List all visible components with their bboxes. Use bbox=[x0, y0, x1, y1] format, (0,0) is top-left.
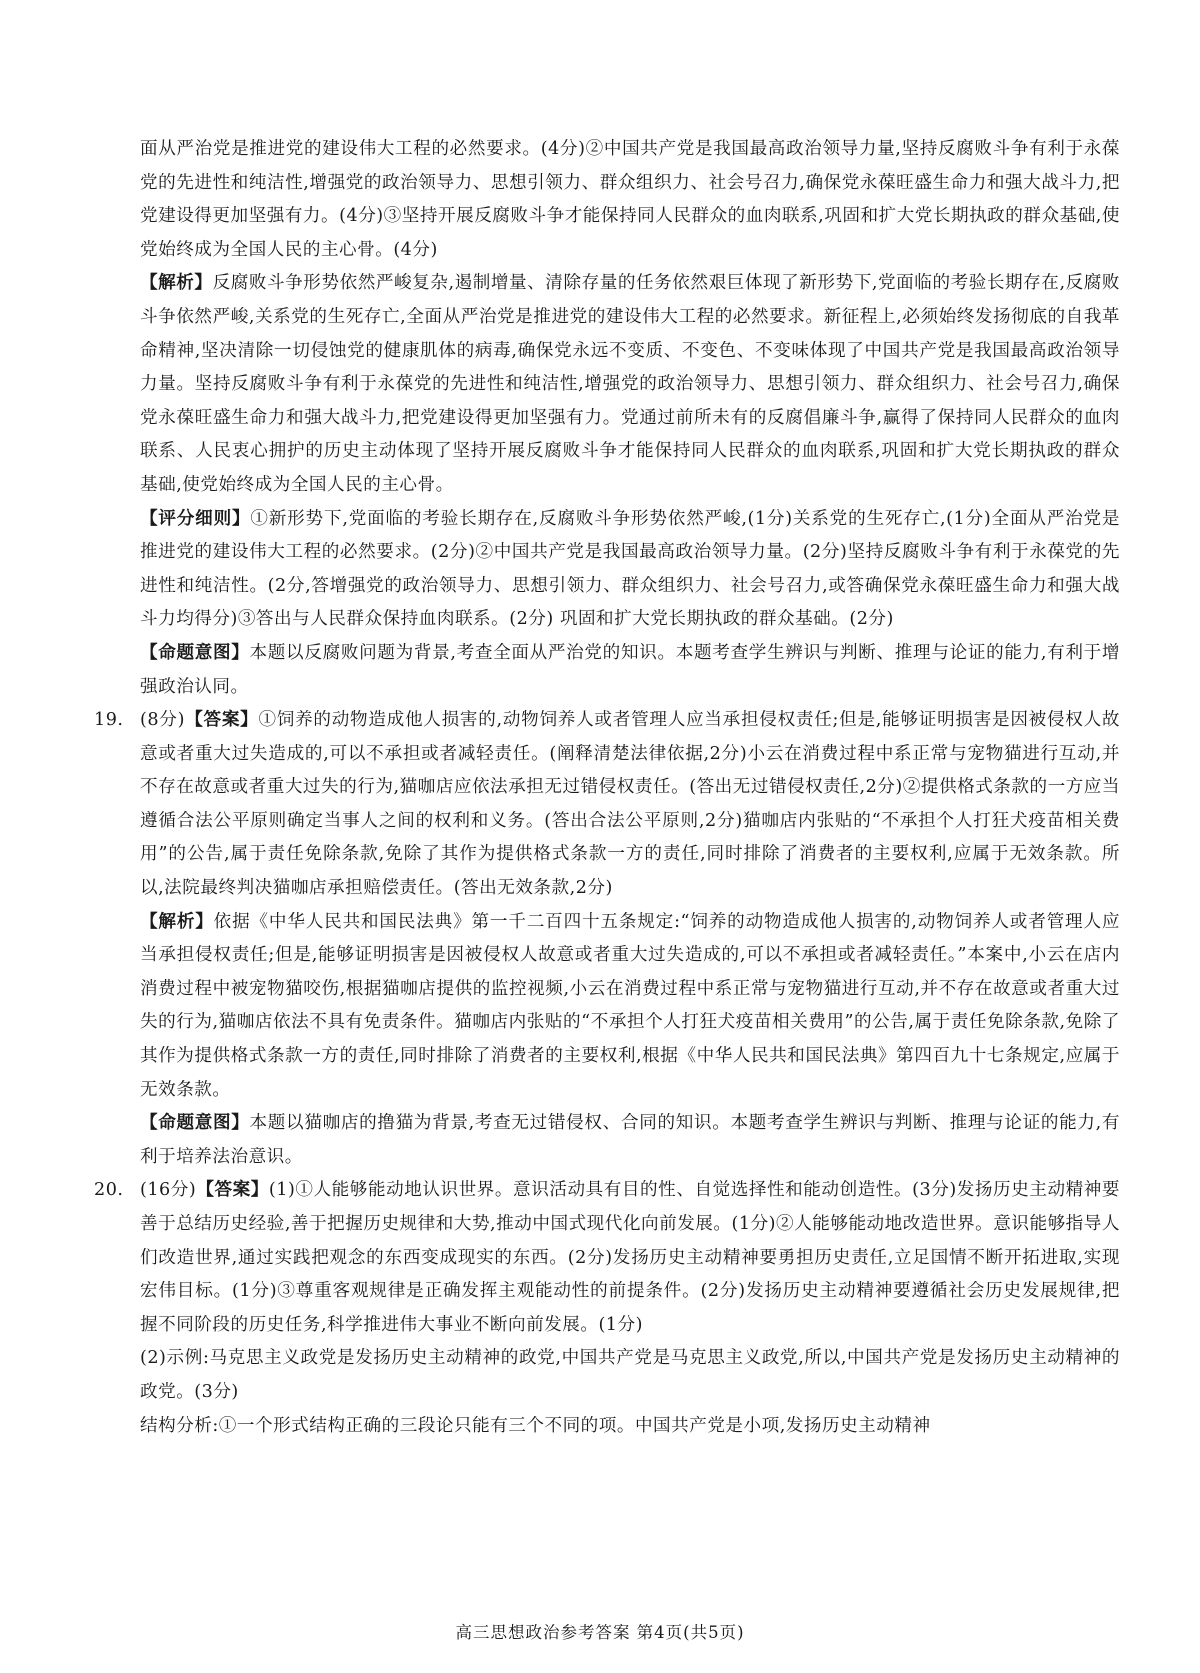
page-footer: 高三思想政治参考答案 第4页(共5页) bbox=[455, 1623, 745, 1642]
question-20-body bbox=[140, 1174, 1120, 1443]
q19-analysis bbox=[140, 906, 1120, 1108]
intent-tag: 【命题意图】 bbox=[140, 1113, 250, 1134]
q20-points: (16分) bbox=[140, 1180, 197, 1201]
question-19-body bbox=[140, 704, 1120, 1174]
q18-analysis bbox=[140, 267, 1120, 502]
q20-part2-text: (2)示例:马克思主义政党是发扬历史主动精神的政党,中国共产党是马克思主义政党,所以,中国共产党是发扬历史主动精神的政党。(3分) bbox=[140, 1348, 1120, 1402]
analysis-tag: 【解析】 bbox=[140, 911, 214, 932]
q18-rubric-text: ①新形势下,党面临的考验长期存在,反腐败斗争形势依然严峻,(1分)关系党的生死存亡,(1分)全面从严治党是推进党的建设伟大工程的必然要求。(2分)②中国共产党是我国最高政治领导力量。(2分)坚持反腐败斗争有利于永葆党的先进性和纯洁性。(2分,答增强党的政治领导力、思想引领力、群众组织力、社会号召力,或答确保党永葆旺盛生命力和强大战斗力均得分)③答出与人民群众保持血肉联系。(2分) 巩固和扩大党长期执政的群众基础。(2分) bbox=[140, 508, 1120, 630]
question-19 bbox=[94, 704, 1120, 1174]
q20-structure-text: 结构分析:①一个形式结构正确的三段论只能有三个不同的项。中国共产党是小项,发扬历史主动精神 bbox=[140, 1415, 931, 1436]
q19-intent bbox=[140, 1107, 1120, 1174]
question-number: 19. bbox=[94, 710, 124, 731]
rubric-tag: 【评分细则】 bbox=[140, 508, 251, 529]
question-number: 20. bbox=[94, 1180, 124, 1201]
question-20 bbox=[94, 1174, 1120, 1443]
analysis-tag: 【解析】 bbox=[140, 273, 213, 294]
q19-answer-text: ①饲养的动物造成他人损害的,动物饲养人或者管理人应当承担侵权责任;但是,能够证明损害是因被侵权人故意或者重大过失造成的,可以不承担或者减轻责任。(阐释清楚法律依据,2分)小云在消费过程中系正常与宠物猫进行互动,并不存在故意或者重大过失的行为,猫咖店应依法承担无过错侵权责任。(答出无过错侵权责任,2分)②提供格式条款的一方应当遵循合法公平原则确定当事人之间的权利和义务。(答出合法公平原则,2分)猫咖店内张贴的“不承担个人打狂犬疫苗相关费用”的公告,属于责任免除条款,免除了其作为提供格式条款一方的责任,同时排除了消费者的主要权利,应属于无效条款。所以,法院最终判决猫咖店承担赔偿责任。(答出无效条款,2分) bbox=[140, 710, 1120, 899]
q18-rubric bbox=[140, 503, 1120, 637]
q19-intent-text: 本题以猫咖店的撸猫为背景,考查无过错侵权、合同的知识。本题考查学生辨识与判断、推理与论证的能力,有利于培养法治意识。 bbox=[140, 1113, 1120, 1167]
q18-answer-text: 面从严治党是推进党的建设伟大工程的必然要求。(4分)②中国共产党是我国最高政治领导力量,坚持反腐败斗争有利于永葆党的先进性和纯洁性,增强党的政治领导力、思想引领力、群众组织力、社会号召力,确保党永葆旺盛生命力和强大战斗力,把党建设得更加坚强有力。(4分)③坚持开展反腐败斗争才能保持同人民群众的血肉联系,巩固和扩大党长期执政的群众基础,使党始终成为全国人民的主心骨。(4分) bbox=[140, 139, 1120, 260]
q18-analysis-text: 反腐败斗争形势依然严峻复杂,遏制增量、清除存量的任务依然艰巨体现了新形势下,党面临的考验长期存在,反腐败斗争依然严峻,关系党的生死存亡,全面从严治党是推进党的建设伟大工程的必然要求。新征程上,必须始终发扬彻底的自我革命精神,坚决清除一切侵蚀党的健康肌体的病毒,确保党永远不变质、不变色、不变味体现了中国共产党是我国最高政治领导力量。坚持反腐败斗争有利于永葆党的先进性和纯洁性,增强党的政治领导力、思想引领力、群众组织力、社会号召力,确保党永葆旺盛生命力和强大战斗力,把党建设得更加坚强有力。党通过前所未有的反腐倡廉斗争,赢得了保持同人民群众的血肉联系、人民衷心拥护的历史主动体现了坚持开展反腐败斗争才能保持同人民群众的血肉联系,巩固和扩大党长期执政的群众基础,使党始终成为全国人民的主心骨。 bbox=[140, 273, 1120, 495]
q19-answer bbox=[140, 704, 1120, 906]
q19-points: (8分) bbox=[140, 710, 185, 731]
answer-tag: 【答案】 bbox=[196, 1180, 269, 1201]
q20-structure-analysis bbox=[140, 1410, 1120, 1444]
q19-analysis-text: 依据《中华人民共和国民法典》第一千二百四十五条规定:“饲养的动物造成他人损害的,动物饲养人或者管理人应当承担侵权责任;但是,能够证明损害是因被侵权人故意或者重大过失造成的,可以不承担或者减轻责任。”本案中,小云在店内消费过程中被宠物猫咬伤,根据猫咖店提供的监控视频,小云在消费过程中系正常与宠物猫进行互动,并不存在故意或者重大过失的行为,猫咖店依法不具有免责条件。猫咖店内张贴的“不承担个人打狂犬疫苗相关费用”的公告,属于责任免除条款,免除了其作为提供格式条款一方的责任,同时排除了消费者的主要权利,根据《中华人民共和国民法典》第四百九十七条规定,应属于无效条款。 bbox=[140, 911, 1120, 1100]
q20-part1-text: (1)①人能够能动地认识世界。意识活动具有目的性、自觉选择性和能动创造性。(3分)发扬历史主动精神要善于总结历史经验,善于把握历史规律和大势,推动中国式现代化向前发展。(1分)②人能够能动地改造世界。意识能够指导人们改造世界,通过实践把观念的东西变成现实的东西。(2分)发扬历史主动精神要勇担历史责任,立足国情不断开拓进取,实现宏伟目标。(1分)③尊重客观规律是正确发挥主观能动性的前提条件。(2分)发扬历史主动精神要遵循社会历史发展规律,把握不同阶段的历史任务,科学推进伟大事业不断向前发展。(1分) bbox=[140, 1180, 1120, 1335]
answer-tag: 【答案】 bbox=[184, 710, 259, 731]
q20-part1 bbox=[140, 1174, 1120, 1342]
q18-intent bbox=[140, 637, 1120, 704]
q18-intent-text: 本题以反腐败问题为背景,考查全面从严治党的知识。本题考查学生辨识与判断、推理与论证的能力,有利于增强政治认同。 bbox=[140, 642, 1120, 697]
q20-part2 bbox=[140, 1342, 1120, 1409]
q18-answer-continuation bbox=[140, 133, 1120, 267]
intent-tag: 【命题意图】 bbox=[140, 642, 250, 663]
